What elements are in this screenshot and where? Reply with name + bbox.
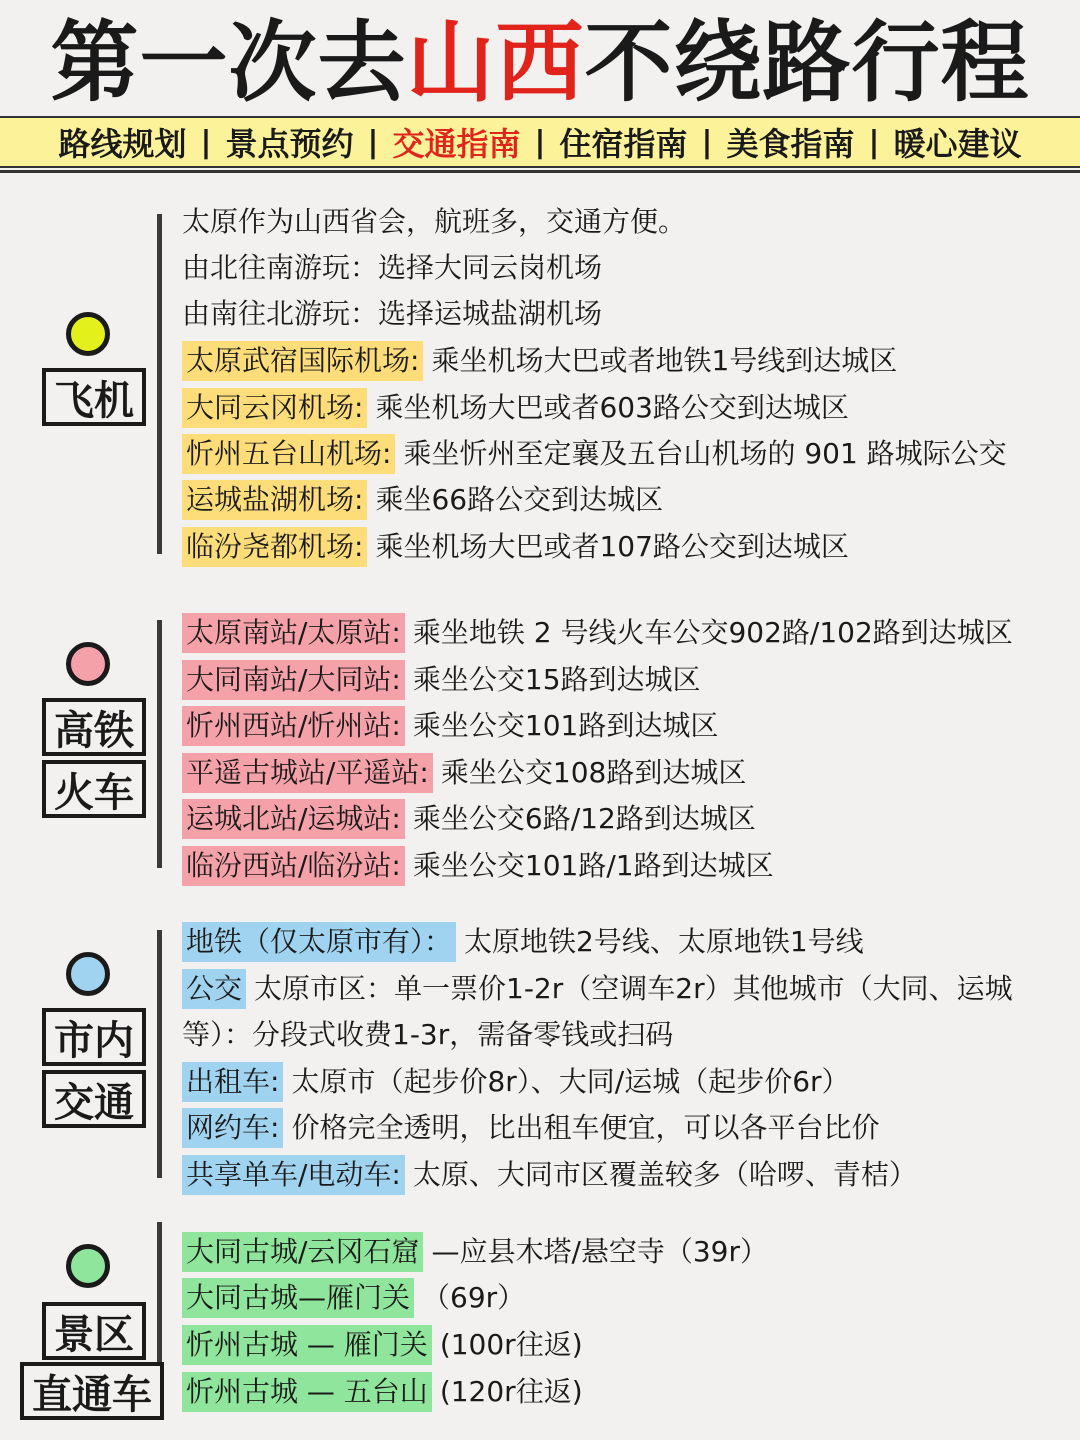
transport-desc: 太原、大同市区覆盖较多（哈啰、青桔） [412,1158,917,1191]
section-label-plane: 飞机 [42,368,146,426]
station-route: 乘坐公交101路/1路到达城区 [412,849,774,882]
station-tag: 平遥古城站/平遥站: [182,753,433,793]
list-item [182,1155,917,1195]
airport-route: 乘坐机场大巴或者地铁1号线到达城区 [431,344,898,377]
list-item [182,799,756,839]
transport-tag: 出租车: [182,1062,283,1102]
section-label-train-1: 高铁 [42,698,146,756]
section-divider-line [157,620,162,868]
list-item [182,527,849,567]
shuttle-price: —应县木塔/悬空寺（39r） [431,1235,769,1268]
tab-attraction-booking[interactable]: 景点预约 [225,125,354,163]
airport-route: 乘坐66路公交到达城区 [375,483,664,516]
title-highlight: 山西 [406,11,585,114]
transport-tag: 共享单车/电动车: [182,1155,405,1195]
transport-desc: 太原地铁2号线、太原地铁1号线 [464,925,864,958]
shuttle-tag: 大同古城/云冈石窟 [182,1232,423,1272]
station-tag: 忻州西站/忻州站: [182,706,405,746]
transport-tag: 公交 [182,969,246,1009]
tab-separator: | [200,124,212,160]
list-item [182,706,718,746]
list-item [182,1232,768,1272]
list-item [182,753,746,793]
station-route: 乘坐公交6路/12路到达城区 [412,802,756,835]
list-item [182,1372,583,1412]
airport-tag: 忻州五台山机场: [182,434,395,474]
station-tag: 临汾西站/临汾站: [182,846,405,886]
blue-dot-icon [66,952,110,996]
shuttle-price: (120r往返) [439,1375,583,1408]
list-item-continued [182,1015,673,1055]
transport-desc: 等）：分段式收费1-3r，需备零钱或扫码 [182,1018,674,1051]
station-route: 乘坐公交108路到达城区 [440,756,747,789]
yellow-dot-icon [66,312,110,356]
airport-route: 乘坐机场大巴或者603路公交到达城区 [375,391,849,424]
tab-food-guide[interactable]: 美食指南 [726,125,855,163]
list-item [182,341,897,381]
transport-tag: 地铁（仅太原市有）： [182,922,456,962]
tab-tips[interactable]: 暖心建议 [893,125,1022,163]
shuttle-price: （69r） [422,1281,526,1314]
list-item [182,660,701,700]
tab-separator: | [534,124,546,160]
section-label-scenic-1: 景区 [42,1302,146,1360]
list-item [182,388,849,428]
section-label-city-2: 交通 [42,1070,146,1128]
list-item [182,969,1013,1009]
pink-dot-icon [66,642,110,686]
tab-route-planning[interactable]: 路线规划 [58,125,187,163]
station-tag: 运城北站/运城站: [182,799,405,839]
airport-tag: 运城盐湖机场: [182,480,367,520]
list-item [182,846,774,886]
green-dot-icon [66,1244,110,1288]
airport-route: 乘坐忻州至定襄及五台山机场的 901 路城际公交 [403,437,1007,470]
airport-tag: 临汾尧都机场: [182,527,367,567]
section-divider-line [157,930,162,1178]
transport-desc: 价格完全透明，比出租车便宜，可以各平台比价 [291,1111,880,1144]
station-tag: 太原南站/太原站: [182,613,405,653]
transport-desc: 太原市（起步价8r）、大同/运城（起步价6r） [291,1065,850,1098]
plane-intro-line: 由南往北游玩：选择运城盐湖机场 [182,297,603,330]
station-tag: 大同南站/大同站: [182,660,405,700]
title-part2: 不绕路行程 [584,11,1030,114]
airport-tag: 大同云冈机场: [182,388,367,428]
airport-tag: 太原武宿国际机场: [182,341,423,381]
list-item [182,1325,583,1365]
section-label-train-2: 火车 [42,760,146,818]
plane-intro-line: 太原作为山西省会，航班多，交通方便。 [182,205,687,238]
plane-intro-line: 由北往南游玩：选择大同云岗机场 [182,251,603,284]
list-item [182,1062,850,1102]
tab-lodging-guide[interactable]: 住宿指南 [559,125,688,163]
shuttle-tag: 大同古城—雁门关 [182,1278,414,1318]
page-title [0,0,1080,112]
tab-transport-guide[interactable]: 交通指南 [392,125,521,163]
section-label-scenic-2: 直通车 [20,1362,164,1420]
list-item [182,434,1007,474]
station-route: 乘坐地铁 2 号线火车公交902路/102路到达城区 [412,616,1013,649]
title-part1: 第一次去 [50,11,407,114]
tab-bar [0,116,1080,168]
shuttle-price: (100r往返) [439,1328,583,1361]
list-item [182,922,864,962]
divider [0,170,1080,173]
tab-separator: | [701,124,713,160]
airport-route: 乘坐机场大巴或者107路公交到达城区 [375,530,849,563]
list-item [182,1278,525,1318]
station-route: 乘坐公交101路到达城区 [412,709,719,742]
transport-desc: 太原市区：单一票价1-2r（空调车2r）其他城市（大同、运城 [254,972,1013,1005]
list-item [182,1108,879,1148]
shuttle-tag: 忻州古城 — 雁门关 [182,1325,432,1365]
section-label-city-1: 市内 [42,1008,146,1066]
station-route: 乘坐公交15路到达城区 [412,663,701,696]
list-item [182,480,663,520]
tab-separator: | [367,124,379,160]
list-item [182,613,1013,653]
tab-separator: | [868,124,880,160]
transport-tag: 网约车: [182,1108,283,1148]
section-divider-line [157,214,162,554]
shuttle-tag: 忻州古城 — 五台山 [182,1372,432,1412]
